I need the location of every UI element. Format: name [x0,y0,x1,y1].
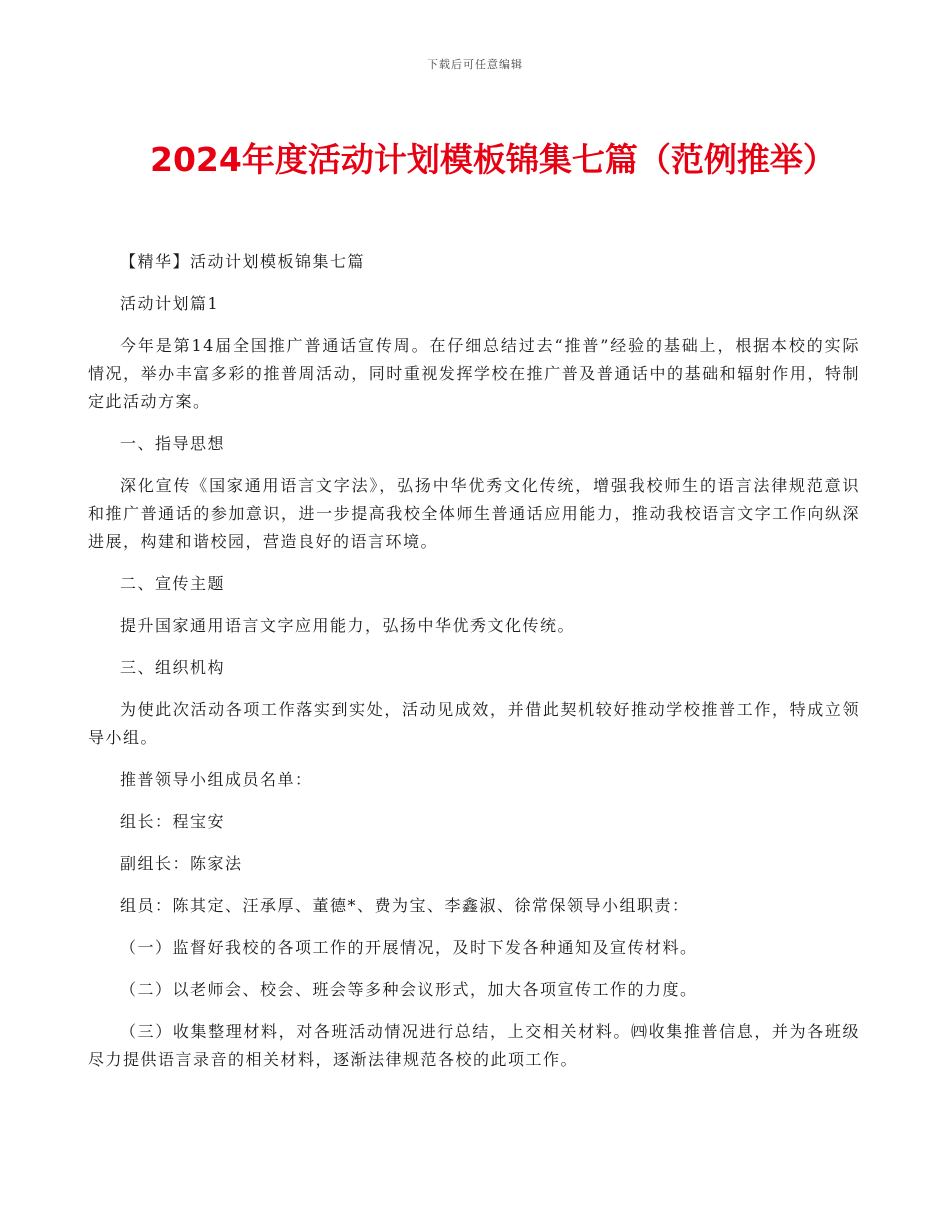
paragraph: （三）收集整理材料，对各班活动情况进行总结，上交相关材料。㈣收集推普信息，并为各班级尽力提供语言录音的相关材料，逐渐法律规范各校的此项工作。 [88,1022,860,1069]
section-heading: 一、指导思想 [120,434,226,453]
paragraph: （一）监督好我校的各项工作的开展情况，及时下发各种通知及宣传材料。 [120,938,698,957]
paragraph: 副组长：陈家法 [120,854,243,873]
paragraph: （二）以老师会、校会、班会等多种会议形式，加大各项宣传工作的力度。 [120,980,698,999]
paragraph: 今年是第14届全国推广普通话宣传周。在仔细总结过去“推普”经验的基础上，根据本校的实际情况，举办丰富多彩的推普周活动，同时重视发挥学校在推广普及普通话中的基础和辐射作用，特制定此活动方案。 [88,336,860,411]
document-body [88,248,860,1088]
paragraph: 为使此次活动各项工作落实到实处，活动见成效，并借此契机较好推动学校推普工作，特成立领导小组。 [88,700,860,747]
paragraph: 深化宣传《国家通用语言文字法》，弘扬中华优秀文化传统，增强我校师生的语言法律规范意识和推广普通话的参加意识，进一步提高我校全体师生普通话应用能力，推动我校语言文字工作向纵深进展，构建和谐校园，营造良好的语言环境。 [88,476,860,551]
section-heading: 三、组织机构 [120,658,226,677]
paragraph: 推普领导小组成员名单： [120,770,313,789]
paragraph: 提升国家通用语言文字应用能力，弘扬中华优秀文化传统。 [120,616,576,635]
paragraph: 组员：陈其定、汪承厚、董德*、费为宝、李鑫淑、徐常保领导小组职责： [120,896,690,915]
paragraph: 组长：程宝安 [120,812,226,831]
paragraph: 活动计划篇1 [120,294,220,313]
document-title: 2024年度活动计划模板锦集七篇（范例推举） [150,140,836,179]
paragraph: 【精华】活动计划模板锦集七篇 [120,252,366,271]
section-heading: 二、宣传主题 [120,574,226,593]
header-note: 下载后可任意编辑 [427,58,523,71]
